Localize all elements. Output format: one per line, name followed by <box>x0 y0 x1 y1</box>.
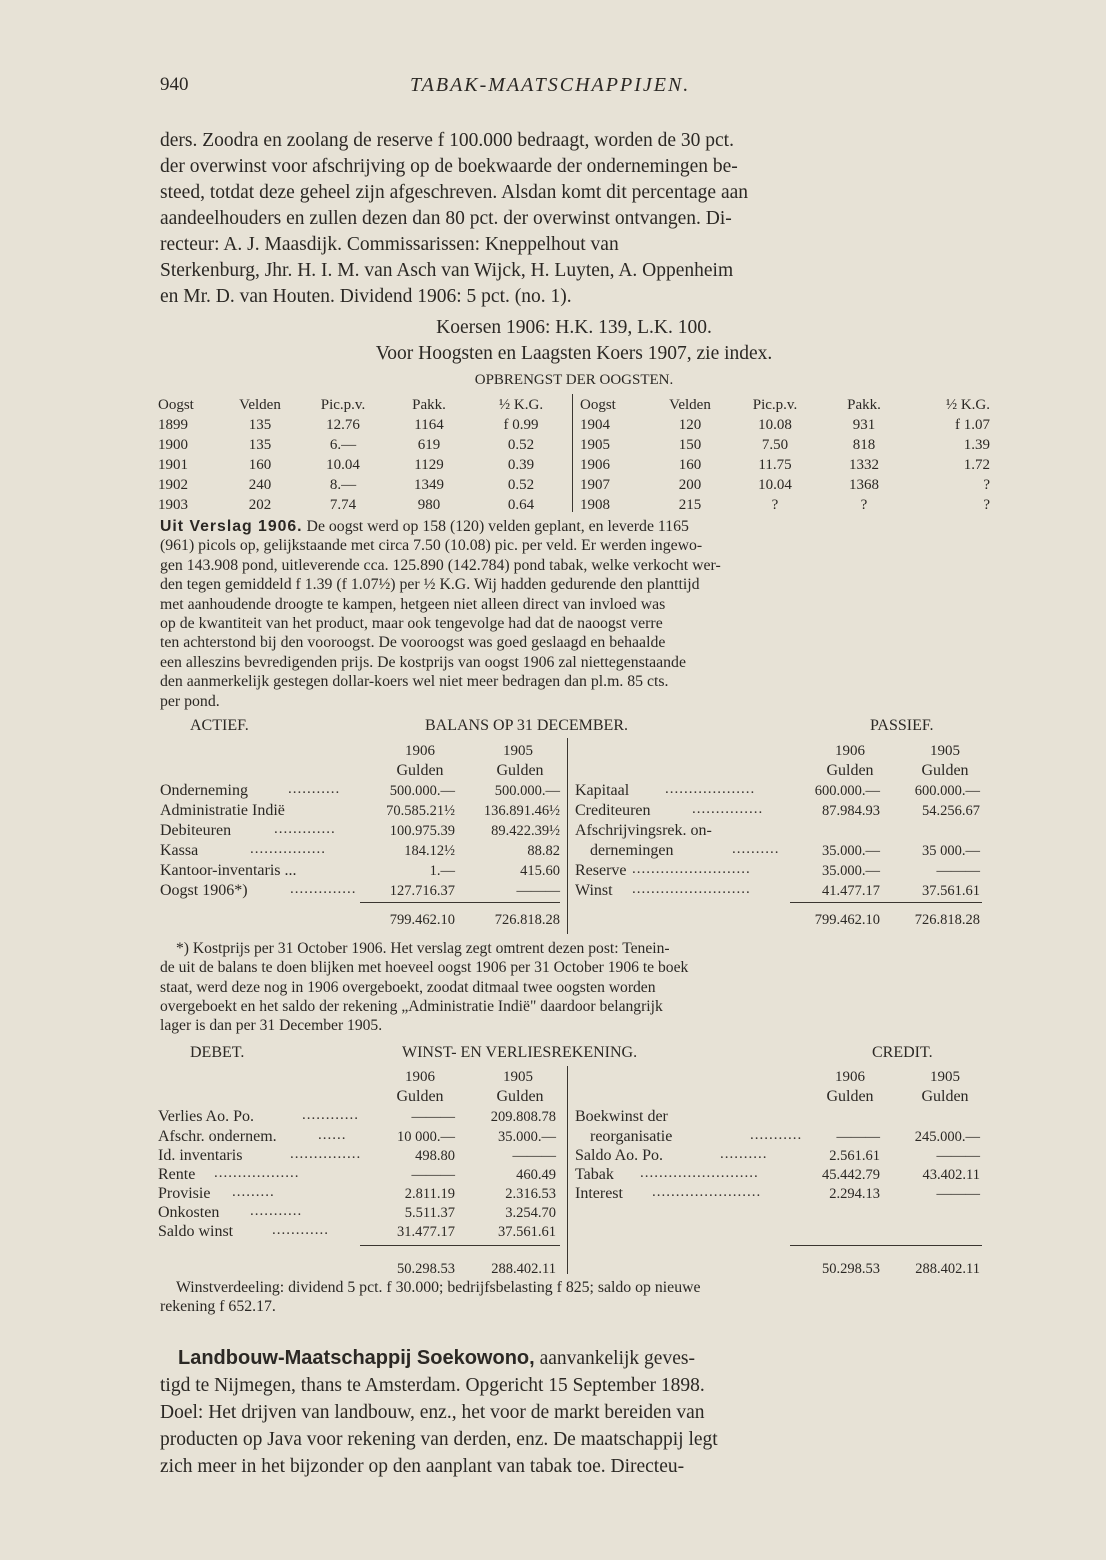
actief-v1906: 127.716.37 <box>389 883 455 899</box>
cell: 1332 <box>849 456 879 473</box>
cell: 0.39 <box>507 456 535 473</box>
cell: f 0.99 <box>503 416 539 433</box>
soekowono-line: producten op Java voor rekening van derden, enz. De maatschappij legt <box>160 1429 718 1450</box>
table-row <box>158 415 568 435</box>
verslag-label: Uit Verslag 1906. <box>160 518 303 535</box>
cell: 1368 <box>849 476 879 493</box>
leader-dots: ......................... <box>640 1165 759 1181</box>
cell: 200 <box>678 476 702 493</box>
actief-label: ACTIEF. <box>190 717 249 734</box>
winst-unit: Gulden <box>396 1088 444 1105</box>
table-row <box>580 455 990 475</box>
cell: 1905 <box>580 436 610 453</box>
table-row <box>580 475 990 495</box>
verslag-line: op de kwantiteit van het product, maar ook tengevolge had dat de naoogst verre <box>160 615 663 633</box>
debet-v1905: 3.254.70 <box>505 1205 556 1221</box>
balans-year: 1905 <box>930 743 960 759</box>
debet-v1906: 31.477.17 <box>397 1224 455 1240</box>
winst-title: WINST- EN VERLIESREKENING. <box>402 1044 638 1061</box>
debet-v1905: 37.561.61 <box>498 1224 556 1240</box>
running-title: TABAK-MAATSCHAPPIJEN. <box>410 74 691 96</box>
col-pic: Pic.p.v. <box>752 396 798 413</box>
cell: 1906 <box>580 456 610 473</box>
actief-v1905: ——— <box>516 883 560 899</box>
footnote-line: lager is dan per 31 December 1905. <box>160 1017 383 1035</box>
actief-v1905: 500.000.— <box>494 783 560 799</box>
soekowono-line <box>160 1345 988 1372</box>
footnote-line: overgeboekt en het saldo der rekening „Administratie Indië" daardoor belangrijk <box>160 997 663 1015</box>
koersen: Koersen 1906: H.K. 139, L.K. 100. <box>436 317 712 338</box>
col-pic: Pic.p.v. <box>320 396 366 413</box>
col-kg: ½ K.G. <box>498 396 544 413</box>
verslag-line: een alleszins bevredigenden prijs. De kostprijs van oogst 1906 zal niettegenstaande <box>160 653 686 671</box>
passief-row-label: Afschrijvingsrek. on- <box>575 822 712 839</box>
cell: 0.64 <box>507 496 535 513</box>
passief-label: PASSIEF. <box>870 717 934 734</box>
passief-v1906: 87.984.93 <box>822 803 880 819</box>
leader-dots: ......................... <box>632 881 751 897</box>
balans-unit: Gulden <box>496 762 544 779</box>
total-rule <box>360 902 560 903</box>
passief-total-1906: 799.462.10 <box>814 912 880 928</box>
cell: f 1.07 <box>955 416 990 433</box>
cell: 1.39 <box>963 436 990 453</box>
balans-divider <box>567 738 568 934</box>
total-rule <box>360 1245 560 1246</box>
opbrengst-header-row <box>158 395 568 415</box>
balans-year: 1906 <box>835 743 865 759</box>
cell: 8.— <box>329 476 357 493</box>
credit-row-label: reorganisatie <box>590 1128 673 1145</box>
leader-dots: ........... <box>288 781 341 797</box>
opbrengst-left-table <box>158 395 568 515</box>
soekowono-line: tigd te Nijmegen, thans te Amsterdam. Opgericht 15 September 1898. <box>160 1375 705 1396</box>
verslag-line: met aanhoudende droogte te kampen, hetgeen niet alleen direct van invloed was <box>160 595 666 613</box>
intro-line: en Mr. D. van Houten. Dividend 1906: 5 pct. (no. 1). <box>160 286 572 307</box>
actief-row-label: Onderneming <box>160 782 248 799</box>
cell: 1907 <box>580 476 610 493</box>
col-oogst: Oogst <box>580 396 616 413</box>
debet-row-label: Id. inventaris <box>158 1147 243 1164</box>
intro-paragraph <box>160 128 988 310</box>
col-kg: ½ K.G. <box>945 396 990 413</box>
passief-row-label: Kapitaal <box>575 782 630 799</box>
balans-unit: Gulden <box>396 762 444 779</box>
cell: ? <box>983 476 990 493</box>
cell: 1129 <box>414 456 444 473</box>
verslag-line: gen 143.908 pond, uitleverende cca. 125.890 (142.784) pond tabak, welke verkocht wer- <box>160 556 721 574</box>
debet-v1905: 460.49 <box>516 1167 556 1183</box>
intro-line: aandeelhouders en zullen dezen dan 80 pct. der overwinst ontvangen. Di- <box>160 208 732 229</box>
cell: 1901 <box>158 456 188 473</box>
table-row <box>580 415 990 435</box>
intro-line: steed, totdat deze geheel zijn afgeschreven. Alsdan komt dit percentage aan <box>160 182 748 203</box>
credit-row-label: Boekwinst der <box>575 1108 668 1125</box>
opbrengst-title: OPBRENGST DER OOGSTEN. <box>474 372 674 388</box>
footnote-line: de uit de balans te doen blijken met hoeveel oogst 1906 per 31 October 1906 te boek <box>160 959 689 977</box>
debet-v1905: 2.316.53 <box>505 1186 556 1202</box>
leader-dots: ............. <box>274 821 336 837</box>
debet-row-label: Afschr. ondernem. <box>158 1128 277 1145</box>
cell: 10.04 <box>326 456 360 473</box>
passief-v1905: 37.561.61 <box>922 883 980 899</box>
opbrengst-header-row <box>580 395 990 415</box>
passief-total-1905: 726.818.28 <box>914 912 980 928</box>
company-name: Landbouw-Maatschappij Soekowono, <box>178 1347 535 1369</box>
cell: 7.50 <box>761 436 789 453</box>
actief-v1905: 88.82 <box>527 843 560 859</box>
credit-v1905: 245.000.— <box>914 1129 980 1145</box>
verslag-line: den aanmerkelijk gestegen dollar-koers wel niet meer bedragen dan pl.m. 85 cts. <box>160 673 669 691</box>
page-number: 940 <box>160 74 189 95</box>
debet-v1906: 498.80 <box>415 1148 455 1164</box>
winstverdeeling-line: rekening f 652.17. <box>160 1298 276 1316</box>
balans-unit: Gulden <box>826 762 874 779</box>
col-velden: Velden <box>239 396 281 413</box>
cell: 619 <box>417 436 441 453</box>
cell: ? <box>771 496 779 513</box>
debet-v1906: ——— <box>411 1167 455 1183</box>
leader-dots: ............... <box>290 1146 362 1162</box>
actief-total-1905: 726.818.28 <box>494 912 560 928</box>
passief-row-label: Winst <box>575 882 613 899</box>
leader-dots: .......... <box>720 1146 768 1162</box>
table-row <box>158 475 568 495</box>
cell: 7.74 <box>329 496 357 513</box>
debet-row-label: Provisie <box>158 1185 211 1202</box>
verslag-paragraph <box>160 517 988 711</box>
actief-row-label: Kassa <box>160 842 199 859</box>
table-row <box>158 455 568 475</box>
debet-row-label: Rente <box>158 1166 196 1183</box>
credit-v1905: ——— <box>936 1186 980 1202</box>
footnote-line: staat, werd deze nog in 1906 overgeboekt, zoodat ditmaal twee oogsten worden <box>160 978 656 996</box>
cell: 160 <box>248 456 272 473</box>
actief-row-label: Oogst 1906*) <box>160 882 248 899</box>
col-oogst: Oogst <box>158 396 194 413</box>
passief-v1905: 54.256.67 <box>922 803 980 819</box>
footnote-line: *) Kostprijs per 31 October 1906. Het verslag zegt omtrent dezen post: Tenein- <box>176 940 670 957</box>
cell: 1899 <box>158 416 188 433</box>
credit-total-1905: 288.402.11 <box>915 1261 980 1277</box>
cell: 240 <box>248 476 272 493</box>
debet-total-1906: 50.298.53 <box>397 1261 455 1277</box>
col-pakk: Pakk. <box>412 396 446 413</box>
cell: 0.52 <box>507 476 535 493</box>
cell: 931 <box>852 416 876 433</box>
credit-row-label: Tabak <box>575 1166 614 1183</box>
debet-v1906: 10 000.— <box>397 1129 455 1145</box>
debet-v1906: ——— <box>411 1109 455 1125</box>
debet-row-label: Verlies Ao. Po. <box>158 1108 254 1125</box>
debet-v1905: ——— <box>512 1148 556 1164</box>
soekowono-line: Doel: Het drijven van landbouw, enz., het voor de markt bereiden van <box>160 1402 705 1423</box>
cell: 11.75 <box>758 456 792 473</box>
verslag-line: den tegen gemiddeld f 1.39 (f 1.07½) per ½ K.G. Wij hadden gedurende den planttijd <box>160 576 700 594</box>
winst-unit: Gulden <box>496 1088 544 1105</box>
actief-v1906: 500.000.— <box>389 783 455 799</box>
leader-dots: ............ <box>302 1107 359 1123</box>
leader-dots: ............... <box>692 801 764 817</box>
credit-v1906: ——— <box>836 1129 880 1145</box>
verslag-line: per pond. <box>160 692 220 710</box>
actief-v1906: 100.975.39 <box>389 823 455 839</box>
passief-v1906: 35.000.— <box>822 863 880 879</box>
leader-dots: ......................... <box>632 861 751 877</box>
leader-dots: ........... <box>750 1127 803 1143</box>
leader-dots: ............ <box>272 1222 329 1238</box>
debet-v1906: 2.811.19 <box>404 1186 455 1202</box>
cell: 10.08 <box>758 416 792 433</box>
table-row <box>158 495 568 515</box>
credit-v1905: 43.402.11 <box>922 1167 980 1183</box>
opbrengst-right-table <box>580 395 990 515</box>
passief-v1906: 35.000.— <box>822 843 880 859</box>
actief-v1905: 89.422.39½ <box>491 823 560 839</box>
verslag-line: ten achterstond bij den vooroogst. De vooroogst was goed geslaagd en behaalde <box>160 634 666 652</box>
cell: ? <box>860 496 868 513</box>
credit-v1906: 2.561.61 <box>829 1148 880 1164</box>
passief-row-label: Crediteuren <box>575 802 651 819</box>
leader-dots: .............. <box>290 881 357 897</box>
cell: 202 <box>248 496 272 513</box>
actief-row-label: Debiteuren <box>160 822 232 839</box>
intro-line: ders. Zoodra en zoolang de reserve f 100.000 bedraagt, worden de 30 pct. <box>160 130 734 151</box>
passief-v1905: ——— <box>936 863 980 879</box>
credit-row-label: Saldo Ao. Po. <box>575 1147 664 1164</box>
table-row <box>580 495 990 515</box>
intro-line: recteur: A. J. Maasdijk. Commissarissen: Kneppelhout van <box>160 234 619 255</box>
credit-label: CREDIT. <box>872 1044 933 1061</box>
leader-dots: ....................... <box>652 1184 762 1200</box>
cell: 150 <box>678 436 702 453</box>
debet-row-label: Saldo winst <box>158 1223 234 1240</box>
table-row <box>580 435 990 455</box>
actief-row-label: Administratie Indië <box>160 802 285 819</box>
winst-year: 1906 <box>405 1069 435 1085</box>
cell: 1164 <box>414 416 444 433</box>
cell: 0.52 <box>507 436 535 453</box>
intro-line: Sterkenburg, Jhr. H. I. M. van Asch van Wijck, H. Luyten, A. Oppenheim <box>160 260 734 281</box>
debet-v1905: 209.808.78 <box>490 1109 556 1125</box>
cell: 1.72 <box>963 456 990 473</box>
actief-v1906: 1.— <box>429 863 455 879</box>
cell: 1900 <box>158 436 188 453</box>
winst-unit: Gulden <box>826 1088 874 1105</box>
debet-total-1905: 288.402.11 <box>491 1261 556 1277</box>
opbrengst-divider <box>572 394 573 512</box>
cell: 1903 <box>158 496 188 513</box>
actief-v1906: 184.12½ <box>404 843 455 859</box>
debet-label: DEBET. <box>190 1044 245 1061</box>
cell: 12.76 <box>326 416 360 433</box>
soekowono-line: zich meer in het bijzonder op den aanplant van tabak toe. Directeu- <box>160 1456 685 1477</box>
balans-year: 1906 <box>405 743 435 759</box>
verslag-text: De oogst werd op 158 (120) velden geplant, en leverde 1165 <box>306 518 689 535</box>
leader-dots: .................. <box>214 1165 300 1181</box>
leader-dots: ........... <box>250 1203 303 1219</box>
actief-v1905: 136.891.46½ <box>483 803 560 819</box>
koersen-note: Voor Hoogsten en Laagsten Koers 1907, zie index. <box>375 343 773 364</box>
verslag-line <box>160 517 988 536</box>
cell: 980 <box>417 496 441 513</box>
verslag-line: (961) picols op, gelijkstaande met circa 7.50 (10.08) pic. per veld. Er werden ingewo- <box>160 537 703 555</box>
credit-row-label: Interest <box>575 1185 623 1202</box>
leader-dots: .......... <box>732 841 780 857</box>
soekowono-entry <box>160 1345 988 1480</box>
passief-v1905: 600.000.— <box>914 783 980 799</box>
actief-v1905: 415.60 <box>520 863 560 879</box>
cell: 135 <box>248 436 272 453</box>
debet-v1906: 5.511.37 <box>404 1205 455 1221</box>
credit-v1906: 45.442.79 <box>822 1167 880 1183</box>
total-rule <box>790 902 982 903</box>
winst-year: 1905 <box>503 1069 533 1085</box>
cell: 1349 <box>414 476 444 493</box>
total-rule <box>790 1245 982 1246</box>
cell: 818 <box>852 436 876 453</box>
balans-year: 1905 <box>503 743 533 759</box>
cell: 135 <box>248 416 272 433</box>
leader-dots: ......... <box>232 1184 275 1200</box>
leader-dots: ................ <box>250 841 326 857</box>
winstverdeeling-line: Winstverdeeling: dividend 5 pct. f 30.000; bedrijfsbelasting f 825; saldo op nieuwe <box>176 1279 701 1296</box>
cell: 10.04 <box>758 476 792 493</box>
actief-total-1906: 799.462.10 <box>389 912 455 928</box>
credit-total-1906: 50.298.53 <box>822 1261 880 1277</box>
debet-row-label: Onkosten <box>158 1204 220 1221</box>
col-pakk: Pakk. <box>847 396 881 413</box>
footnote <box>160 939 988 1035</box>
cell: 160 <box>678 456 702 473</box>
passief-v1906: 41.477.17 <box>822 883 880 899</box>
actief-row-label: Kantoor-inventaris ... <box>160 862 297 879</box>
winstverdeeling <box>160 1278 988 1317</box>
soekowono-text: aanvankelijk geves- <box>539 1348 695 1369</box>
cell: 1902 <box>158 476 188 493</box>
passief-row-label: Reserve <box>575 862 627 879</box>
winst-divider <box>567 1066 568 1274</box>
cell: 6.— <box>329 436 357 453</box>
cell: 215 <box>678 496 702 513</box>
passief-v1905: 35 000.— <box>922 843 980 859</box>
balans-unit: Gulden <box>921 762 969 779</box>
winst-year: 1905 <box>930 1069 960 1085</box>
credit-v1906: 2.294.13 <box>829 1186 880 1202</box>
table-row <box>158 435 568 455</box>
leader-dots: ................... <box>665 781 756 797</box>
actief-v1906: 70.585.21½ <box>386 803 455 819</box>
passief-row-label: dernemingen <box>590 842 674 859</box>
credit-v1905: ——— <box>936 1148 980 1164</box>
balans-title: BALANS OP 31 DECEMBER. <box>425 717 628 734</box>
winst-year: 1906 <box>835 1069 865 1085</box>
cell: 1904 <box>580 416 610 433</box>
winst-unit: Gulden <box>921 1088 969 1105</box>
debet-v1905: 35.000.— <box>498 1129 556 1145</box>
leader-dots: ...... <box>318 1127 347 1143</box>
cell: 120 <box>678 416 702 433</box>
cell: ? <box>983 496 990 513</box>
col-velden: Velden <box>669 396 711 413</box>
intro-line: der overwinst voor afschrijving op de boekwaarde der ondernemingen be- <box>160 156 738 177</box>
passief-v1906: 600.000.— <box>814 783 880 799</box>
cell: 1908 <box>580 496 610 513</box>
